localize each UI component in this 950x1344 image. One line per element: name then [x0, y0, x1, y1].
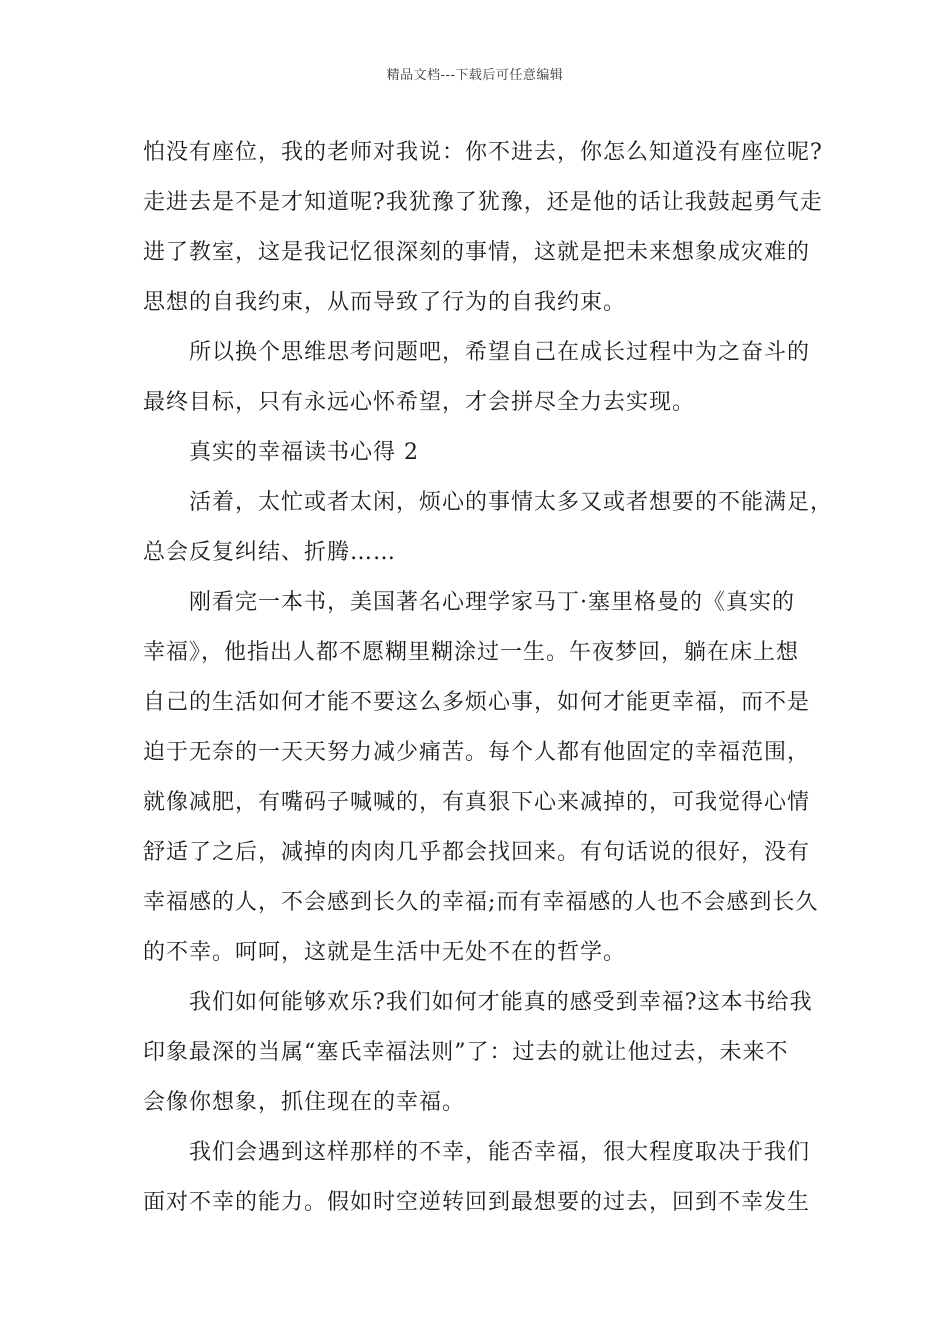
text-line: 的不幸。呵呵，这就是生活中无处不在的哲学。: [143, 940, 627, 965]
text-line: 幸福》，他指出人都不愿糊里糊涂过一生。午夜梦回，躺在床上想: [143, 640, 800, 665]
text-line: 印象最深的当属“塞氏幸福法则”了：过去的就让他过去，未来不: [143, 1040, 789, 1065]
text-line: 会像你想象，抓住现在的幸福。: [143, 1090, 466, 1115]
text-line: 我们会遇到这样那样的不幸，能否幸福，很大程度取决于我们: [143, 1140, 811, 1165]
page-header: 精品文档---下载后可任意编辑: [386, 68, 564, 83]
text-line: 总会反复纠结、折腾……: [143, 540, 397, 565]
text-line: 舒适了之后，减掉的肉肉几乎都会找回来。有句话说的很好，没有: [143, 840, 811, 865]
text-line: 活着，太忙或者太闲，烦心的事情太多又或者想要的不能满足，: [143, 490, 834, 515]
text-line: 就像减肥，有嘴码子喊喊的，有真狠下心来减掉的，可我觉得心情: [143, 790, 811, 815]
text-line: 面对不幸的能力。假如时空逆转回到最想要的过去，回到不幸发生: [143, 1190, 811, 1215]
text-line: 怕没有座位，我的老师对我说：你不进去，你怎么知道没有座位呢?: [143, 140, 823, 165]
text-line: 走进去是不是才知道呢?我犹豫了犹豫，还是他的话让我鼓起勇气走: [143, 190, 823, 215]
text-line: 最终目标，只有永远心怀希望，才会拼尽全力去实现。: [143, 390, 696, 415]
text-line: 我们如何能够欢乐?我们如何才能真的感受到幸福?这本书给我: [143, 990, 813, 1015]
text-line: 所以换个思维思考问题吧，希望自己在成长过程中为之奋斗的: [143, 340, 811, 365]
text-line: 自己的生活如何才能不要这么多烦心事，如何才能更幸福，而不是: [143, 690, 811, 715]
text-line: 思想的自我约束，从而导致了行为的自我约束。: [143, 290, 627, 315]
document-body: [143, 128, 834, 1228]
text-line: 刚看完一本书，美国著名心理学家马丁·塞里格曼的《真实的: [143, 590, 795, 615]
text-line: 进了教室，这是我记忆很深刻的事情，这就是把未来想象成灾难的: [143, 240, 811, 265]
text-line: 幸福感的人，不会感到长久的幸福;而有幸福感的人也不会感到长久: [143, 890, 819, 915]
text-line: 迫于无奈的一天天努力减少痛苦。每个人都有他固定的幸福范围，: [143, 740, 811, 765]
section-heading: 真实的幸福读书心得 2: [143, 440, 419, 465]
